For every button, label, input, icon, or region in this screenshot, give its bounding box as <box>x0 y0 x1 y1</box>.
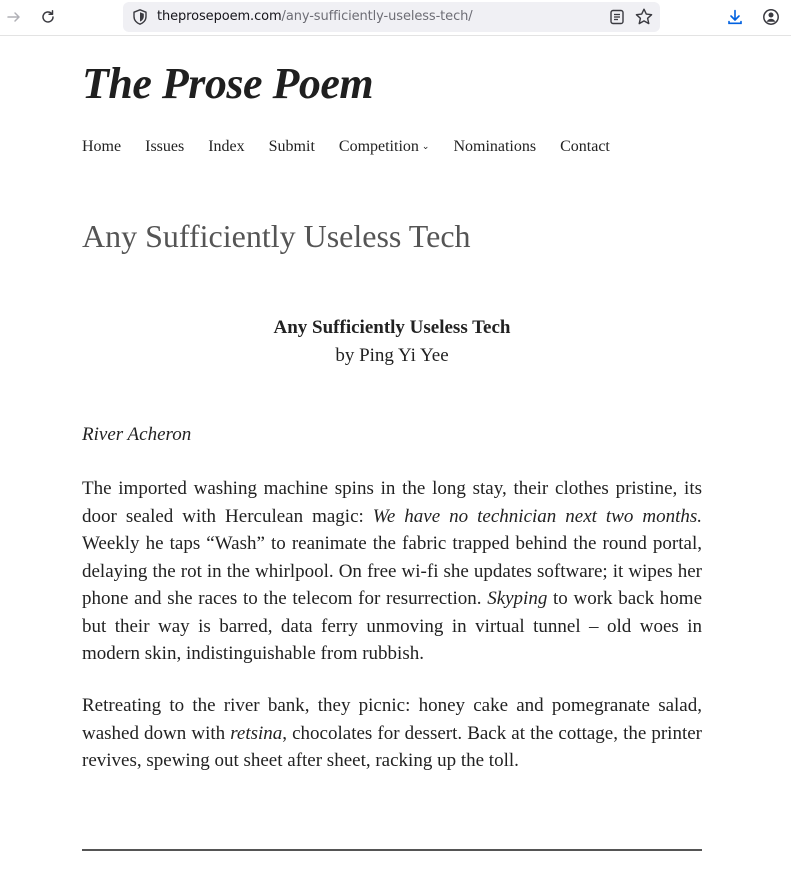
paragraph-italic-text: retsina <box>230 722 283 744</box>
page-title: Any Sufficiently Useless Tech <box>82 218 471 254</box>
poem-title: Any Sufficiently Useless Tech <box>273 317 511 338</box>
star-icon[interactable] <box>634 7 654 27</box>
nav-item-contact[interactable]: Contact <box>560 138 610 155</box>
poem-paragraph-2 <box>82 692 702 775</box>
nav-item-competition[interactable] <box>339 138 430 156</box>
paragraph-italic-text: We have no technician next two months. <box>372 505 702 527</box>
paragraph-text: to work back home but their way is barred, data ferry unmoving in virtual tunnel – old woes in modern skin, indistinguishable from rubbish. <box>82 588 703 664</box>
nav-item-nominations[interactable]: Nominations <box>453 138 537 155</box>
poem-paragraph-1 <box>82 475 702 668</box>
url-text[interactable] <box>157 9 473 24</box>
nav-item-issues[interactable]: Issues <box>145 138 185 155</box>
browser-toolbar <box>0 0 791 36</box>
main-nav <box>82 138 634 156</box>
poem-author: by Ping Yi Yee <box>335 345 449 366</box>
section-heading: River Acheron <box>82 424 192 445</box>
paragraph-text: , chocolates for dessert. Back at the cottage, the printer revives, spewing out sheet after sheet, racking up the toll. <box>82 722 703 771</box>
paragraph-italic-text: Skyping <box>487 588 548 609</box>
reload-icon[interactable] <box>34 4 62 30</box>
nav-item-submit[interactable]: Submit <box>268 138 315 155</box>
paragraph-text: Retreating to the river bank, they picnic: honey cake and pomegranate salad, washed down with <box>82 695 702 744</box>
back-arrow-icon[interactable] <box>0 4 28 30</box>
download-icon[interactable] <box>721 4 749 30</box>
nav-item-competition-label: Competition <box>338 138 419 155</box>
account-icon[interactable] <box>757 4 785 30</box>
site-title[interactable]: The Prose Poem <box>82 59 374 108</box>
nav-item-home[interactable]: Home <box>82 138 122 155</box>
url-domain: theprosepoem.com <box>157 9 282 24</box>
nav-item-index[interactable]: Index <box>208 138 245 155</box>
section-divider <box>82 849 702 851</box>
url-path: /any-sufficiently-useless-tech/ <box>281 9 473 24</box>
shield-icon[interactable] <box>131 8 149 26</box>
reader-view-icon[interactable] <box>608 8 626 26</box>
url-bar[interactable] <box>123 2 660 32</box>
paragraph-text: Weekly he taps “Wash” to reanimate the fabric trapped behind the round portal, delaying the rot in the whirlpool. On free wi-fi she updates software; it wipes her phone and she races to the telecom for resurrection. <box>82 533 702 609</box>
chevron-down-icon: ⌄ <box>421 142 430 152</box>
paragraph-text: The imported washing machine spins in the long stay, their clothes pristine, its door sealed with Herculean magic: <box>82 478 702 527</box>
